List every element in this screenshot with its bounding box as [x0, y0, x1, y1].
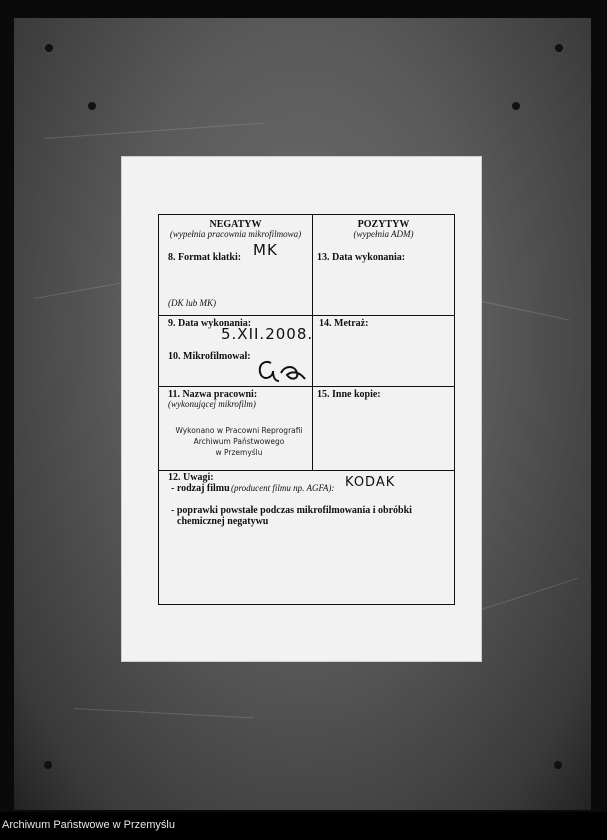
poprawki-line-2: chemicznej negatywu [177, 516, 269, 527]
pin-bottom-right [554, 761, 562, 769]
pozytyw-subtitle: (wypełnia ADM) [353, 229, 414, 239]
pracownia-hint: (wykonującej mikrofilm) [168, 399, 256, 409]
pozytyw-title: POZYTYW [357, 219, 410, 230]
footer-caption: Archiwum Państwowe w Przemyślu [2, 819, 175, 831]
pin-bottom-left [44, 761, 52, 769]
format-label: 8. Format klatki: [168, 252, 242, 263]
negatyw-subtitle: (wypełnia pracownia mikrofilmowa) [169, 229, 302, 239]
uwagi-label: 12. Uwagi: [168, 472, 214, 483]
film-value: KODAK [345, 475, 396, 490]
form-grid [158, 214, 455, 605]
film-prefix: - rodzaj filmu [171, 483, 230, 494]
stamp-line-2: Archiwum Państwowego [193, 437, 285, 446]
footer-bar [0, 812, 607, 840]
filmer-label: 10. Mikrofilmował: [168, 351, 251, 362]
pracownia-label: 11. Nazwa pracowni: [168, 389, 258, 400]
metraz-label: 14. Metraż: [319, 318, 369, 329]
negatyw-title: NEGATYW [209, 219, 262, 230]
stamp-line-1: Wykonano w Pracowni Reprografii [175, 426, 303, 435]
film-hint: (producent filmu np. AGFA): [231, 483, 335, 493]
format-hint: (DK lub MK) [168, 298, 216, 308]
pin-top-left [45, 44, 53, 52]
kopie-label: 15. Inne kopie: [317, 389, 381, 400]
format-value: MK [253, 241, 278, 259]
pozytyw-date-label: 13. Data wykonania: [317, 252, 406, 263]
pin-mid-left [88, 102, 96, 110]
date-label: 9. Data wykonania: [168, 318, 252, 329]
pin-mid-right [512, 102, 520, 110]
pin-top-right [555, 44, 563, 52]
poprawki-line-1: - poprawki powstałe podczas mikrofilmowania i obróbki [171, 505, 412, 516]
filmer-signature [255, 355, 309, 385]
date-value: 5.XII.2008. [221, 325, 314, 343]
stamp-line-3: w Przemyślu [215, 448, 263, 457]
